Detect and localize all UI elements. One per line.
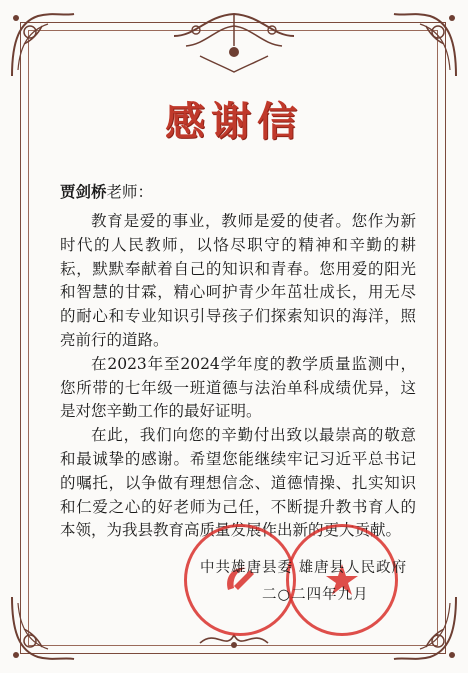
salutation [60,180,153,202]
letter-body [60,210,416,543]
paragraph-1: 教育是爱的事业，教师是爱的使者。您作为新时代的人民教师，以恪尽职守的精神和辛勤的耕耘，默默奉献着自己的知识和青春。您用爱的阳光和智慧的甘霖，精心呵护青少年茁壮成长，用无尽的耐心和专业知识引导孩子们探索知识的海洋，照亮前行的道路。 [60,212,416,349]
top-crest-ornament [166,6,302,84]
government-seal [286,524,398,636]
party-committee-seal [184,524,296,636]
paragraph-2: 在2023年至2024学年度的教学质量监测中，您所带的七年级一班道德与法治单科成绩优异，这是对您辛勤工作的最好证明。 [60,354,416,421]
signature-organizations: 中共雄唐县委 雄唐县人民政府 [200,560,408,576]
corner-ornament-top-left [8,10,78,80]
paragraph-3: 在此，我们向您的辛勤付出致以最崇高的敬意和最诚挚的感谢。希望您能继续牢记习近平总书记的嘱托，以争做有理想信念、道德情操、扎实知识和仁爱之心的好老师为己任，不断提升教书育人的本领，为我县教育高质量发展作出新的更大贡献。 [60,426,416,540]
letter-date: 二○二四年九月 [262,587,369,603]
corner-ornament-bottom-left [8,593,78,663]
recipient-name: 贾剑桥 [60,182,107,201]
corner-ornament-top-right [390,10,460,80]
recipient-suffix: 老师： [106,183,154,201]
letter-title: 感谢信 [165,98,303,145]
corner-ornament-bottom-right [390,593,460,663]
